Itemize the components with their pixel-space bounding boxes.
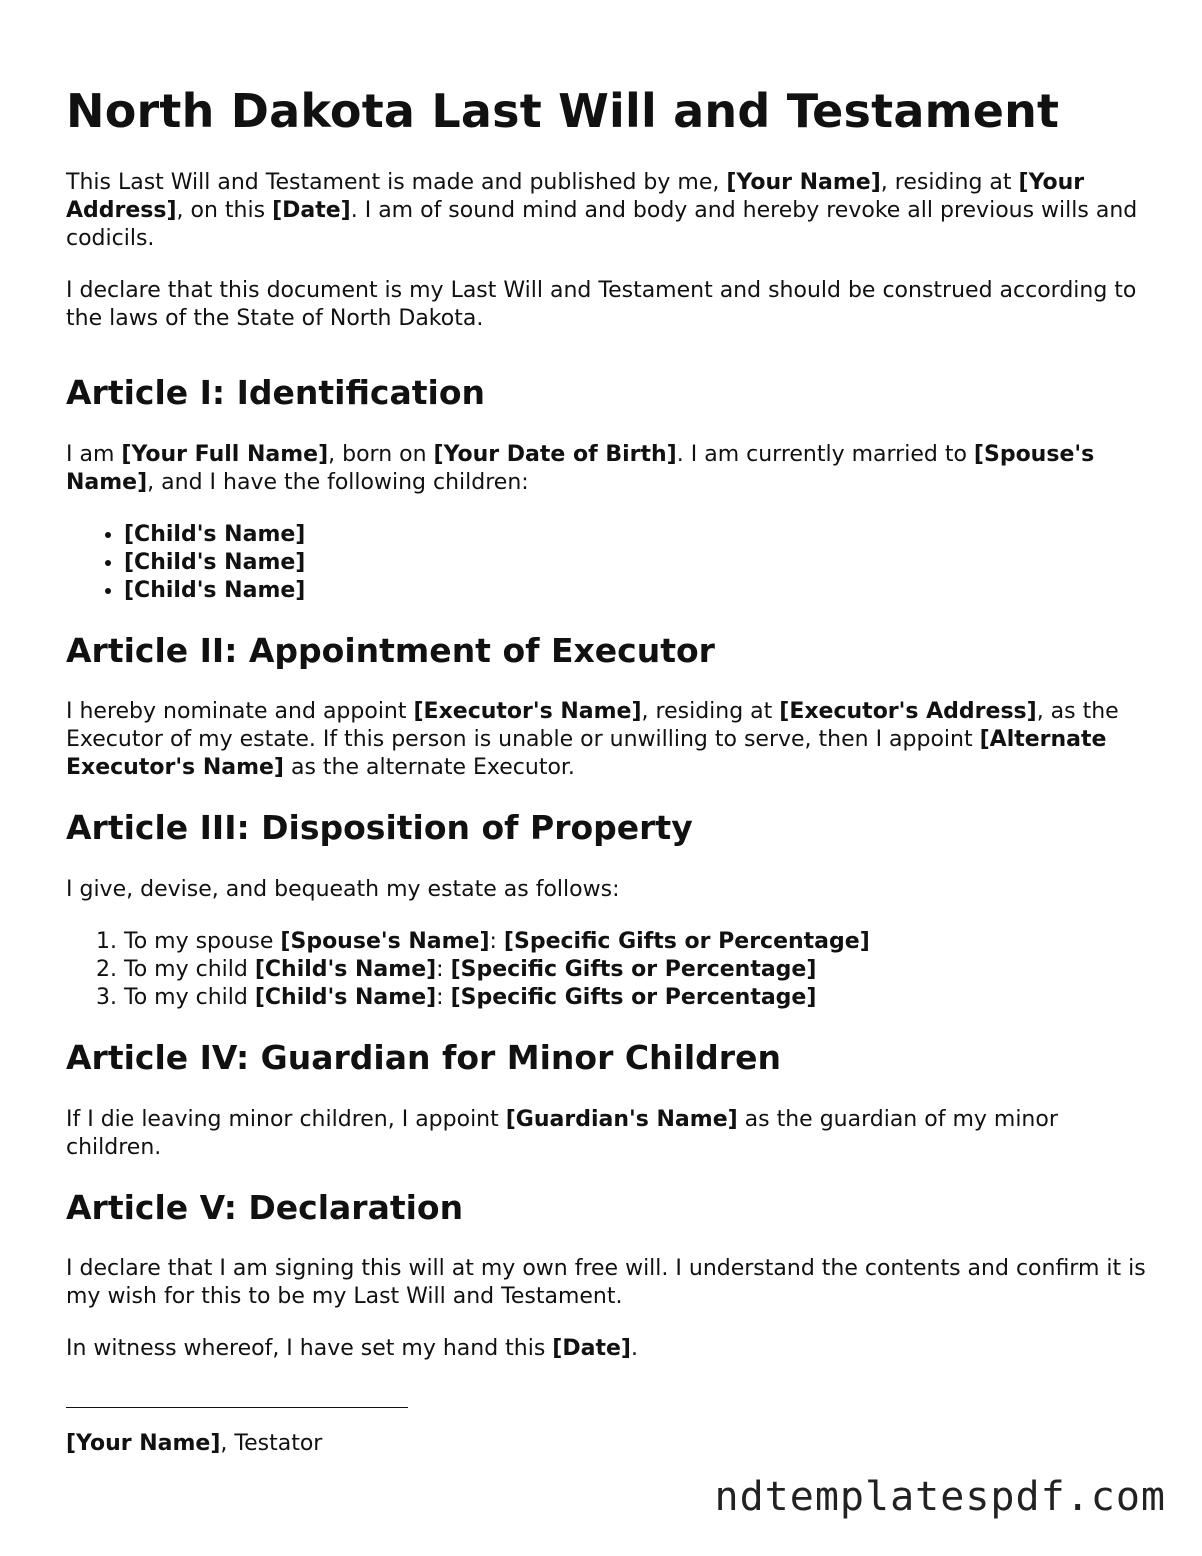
- intro-paragraph-2: I declare that this document is my Last Will and Testament and should be construed according to the laws of the State of North Dakota.: [66, 278, 1137, 332]
- placeholder-testator-name: [Your Name]: [66, 1431, 221, 1457]
- placeholder-your-name: [Your Name]: [726, 170, 881, 196]
- children-list: [66, 521, 1146, 605]
- list-item: • [Child's Name]: [124, 549, 1146, 577]
- article-4-paragraph: If I die leaving minor children, I appoint [Guardian's Name] as the guardian of my minor children.: [66, 1106, 1058, 1160]
- article-1-paragraph: I am [Your Full Name], born on [Your Date of Birth]. I am currently married to [Spouse's Name], and I have the following children:: [66, 441, 1095, 495]
- list-item: • [Child's Name]: [124, 577, 1146, 605]
- placeholder-alternate-executor: [Alternate Executor's Name]: [66, 727, 1107, 781]
- article-5-paragraph-1: I declare that I am signing this will at my own free will. I understand the contents and confirm it is my wish for this to be my Last Will and Testament.: [66, 1256, 1146, 1310]
- list-item: 1. To my spouse [Spouse's Name]: [Specific Gifts or Percentage]: [124, 928, 1146, 956]
- article-1-heading: Article I: Identification: [66, 373, 486, 413]
- document-page: [66, 0, 1146, 1458]
- article-5-heading: Article V: Declaration: [66, 1187, 464, 1227]
- placeholder-date-of-birth: [Your Date of Birth]: [433, 441, 677, 467]
- placeholder-full-name: [Your Full Name]: [121, 441, 329, 467]
- placeholder-your-address: [Your Address]: [66, 170, 1085, 224]
- list-item: 2. To my child [Child's Name]: [Specific Gifts or Percentage]: [124, 956, 1146, 984]
- article-3-paragraph: I give, devise, and bequeath my estate as follows:: [66, 876, 620, 902]
- article-5-paragraph-2: In witness whereof, I have set my hand this [Date].: [66, 1336, 638, 1362]
- article-3-heading: Article III: Disposition of Property: [66, 808, 693, 848]
- placeholder-spouse-name: [Spouse's Name]: [66, 441, 1095, 495]
- list-item: 3. To my child [Child's Name]: [Specific Gifts or Percentage]: [124, 984, 1146, 1012]
- signature-line: [66, 1407, 408, 1408]
- placeholder-signing-date: [Date]: [552, 1336, 631, 1362]
- watermark-text: ndtemplatespdf.com: [714, 1474, 1166, 1520]
- gifts-list: [66, 928, 1146, 1012]
- signature-caption: [Your Name], Testator: [66, 1431, 323, 1457]
- list-item: • [Child's Name]: [124, 521, 1146, 549]
- placeholder-executor-name: [Executor's Name]: [413, 699, 642, 725]
- placeholder-executor-address: [Executor's Address]: [779, 699, 1037, 725]
- placeholder-date: [Date]: [272, 198, 351, 224]
- document-title: North Dakota Last Will and Testament: [66, 84, 1060, 138]
- placeholder-guardian-name: [Guardian's Name]: [505, 1106, 738, 1132]
- article-2-heading: Article II: Appointment of Executor: [66, 630, 715, 670]
- article-2-paragraph: I hereby nominate and appoint [Executor's Name], residing at [Executor's Address], as the Executor of my estate. If this person is unable or unwilling to serve, then I appoint [Alternate Executor's Name] as the alternate Executor.: [66, 699, 1119, 781]
- article-4-heading: Article IV: Guardian for Minor Children: [66, 1037, 781, 1077]
- intro-paragraph-1: This Last Will and Testament is made and published by me, [Your Name], residing at [Your Address], on this [Date]. I am of sound mind and body and hereby revoke all previous wills and codicils.: [66, 170, 1138, 252]
